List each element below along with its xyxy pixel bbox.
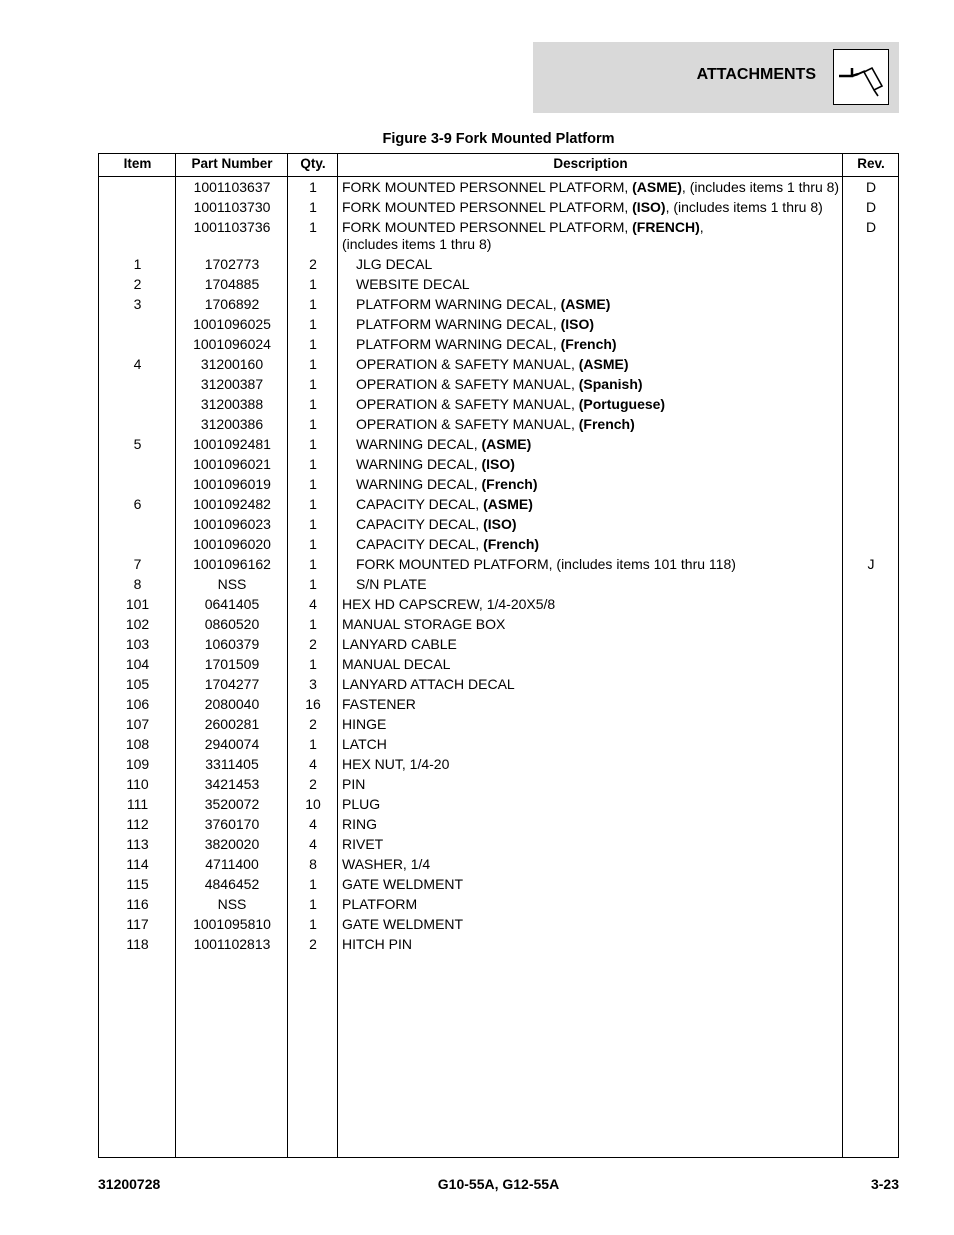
part-number: 1702773: [204, 255, 260, 272]
table-row: [99, 774, 898, 794]
part-number: 1704885: [204, 275, 260, 292]
quantity: 10: [305, 795, 321, 812]
table-row: [99, 654, 898, 674]
description: [356, 416, 840, 433]
description-text: S/N PLATE: [356, 575, 427, 592]
description-suffix: , (includes items 1 thru 8): [681, 178, 840, 195]
part-number: 1706892: [204, 295, 260, 312]
part-number: 1001092482: [193, 495, 271, 512]
part-number: 1001102813: [193, 935, 271, 952]
item-number: 6: [133, 495, 142, 512]
part-number: 1001096024: [193, 335, 271, 352]
quantity: 4: [309, 755, 317, 772]
description-variant: (ISO): [483, 515, 517, 532]
part-number: 4711400: [205, 855, 259, 872]
quantity: 1: [309, 655, 317, 672]
table-row: [99, 494, 898, 514]
description: [342, 776, 840, 793]
column-header-item: Item: [123, 156, 152, 171]
quantity: 1: [309, 915, 317, 932]
quantity: 4: [309, 835, 317, 852]
description-text: RING: [342, 815, 377, 832]
part-number: 1001096023: [193, 515, 271, 532]
description: [342, 756, 840, 773]
description-text: WEBSITE DECAL: [356, 275, 470, 292]
description-text: WARNING DECAL,: [356, 435, 482, 452]
description: [356, 436, 840, 453]
description-text: HEX HD CAPSCREW, 1/4-20X5/8: [342, 595, 556, 612]
description-text: PLATFORM WARNING DECAL,: [356, 335, 561, 352]
item-number: 116: [126, 895, 149, 912]
item-number: 105: [125, 675, 150, 692]
description: [356, 336, 840, 353]
description-variant: (French): [481, 475, 538, 492]
description-variant: (French): [483, 535, 540, 552]
part-number: 1701509: [204, 655, 260, 672]
item-number: 5: [133, 435, 142, 452]
quantity: 1: [309, 455, 317, 472]
quantity: 1: [309, 375, 317, 392]
table-row: [99, 434, 898, 454]
description-text: WARNING DECAL,: [356, 455, 482, 472]
description-text: PLATFORM WARNING DECAL,: [356, 295, 561, 312]
table-row: [99, 274, 898, 294]
item-number: 102: [125, 615, 150, 632]
table-row: [99, 754, 898, 774]
part-number: 2600281: [204, 715, 260, 732]
item-number: 106: [125, 695, 150, 712]
description: [342, 219, 840, 253]
table-row: [99, 217, 898, 254]
description-variant: (French): [578, 415, 635, 432]
description-text: PLATFORM: [342, 895, 418, 912]
description: [356, 536, 840, 553]
item-number: 118: [126, 935, 149, 952]
table-row: [99, 634, 898, 654]
table-row: [99, 934, 898, 954]
description-text: LATCH: [342, 735, 387, 752]
description-suffix: ,: [699, 218, 704, 235]
description-text: FASTENER: [342, 695, 416, 712]
table-row: [99, 554, 898, 574]
part-number: 0641405: [204, 595, 260, 612]
description-variant: (FRENCH): [632, 218, 700, 235]
table-row: [99, 414, 898, 434]
doc-number: 31200728: [98, 1176, 161, 1192]
quantity: 4: [309, 815, 317, 832]
table-row: [99, 814, 898, 834]
description: [342, 179, 840, 196]
part-number: 1001103736: [193, 218, 271, 235]
part-number: 0860520: [204, 615, 260, 632]
description-text: HEX NUT, 1/4-20: [342, 755, 450, 772]
quantity: 1: [309, 575, 317, 592]
item-number: 104: [125, 655, 150, 672]
description-variant: (ASME): [632, 178, 682, 195]
quantity: 3: [309, 675, 317, 692]
quantity: 1: [309, 395, 317, 412]
description: [356, 456, 840, 473]
quantity: 1: [309, 435, 317, 452]
description-text: WARNING DECAL,: [356, 475, 482, 492]
description: [342, 816, 840, 833]
description: [342, 936, 840, 953]
description: [356, 316, 840, 333]
description: [356, 396, 840, 413]
part-number: NSS: [217, 895, 247, 912]
description-text: MANUAL DECAL: [342, 655, 451, 672]
quantity: 1: [309, 555, 317, 572]
item-number: 112: [126, 815, 149, 832]
table-row: [99, 834, 898, 854]
section-title: ATTACHMENTS: [696, 66, 816, 83]
description: [356, 556, 840, 573]
quantity: 2: [309, 255, 317, 272]
table-row: [99, 514, 898, 534]
item-number: 3: [133, 295, 142, 312]
item-number: 4: [133, 355, 142, 372]
table-row: [99, 334, 898, 354]
table-header: [99, 154, 898, 177]
description-text: LANYARD ATTACH DECAL: [342, 675, 515, 692]
quantity: 1: [309, 895, 317, 912]
page-number: 3-23: [870, 1176, 899, 1192]
description: [342, 596, 840, 613]
part-number: 3520072: [204, 795, 260, 812]
item-number: 109: [125, 755, 150, 772]
part-number: 31200160: [200, 355, 264, 372]
item-number: 7: [133, 555, 142, 572]
table-row: [99, 794, 898, 814]
part-number: 3760170: [204, 815, 260, 832]
revision: D: [865, 198, 877, 215]
part-number: 2940074: [204, 735, 260, 752]
quantity: 1: [309, 315, 317, 332]
revision: J: [867, 555, 875, 572]
quantity: 2: [309, 635, 317, 652]
table-row: [99, 734, 898, 754]
part-number: 1001092481: [193, 435, 271, 452]
table-row: [99, 714, 898, 734]
item-number: 110: [126, 775, 149, 792]
item-number: 115: [126, 875, 149, 892]
table-row: [99, 374, 898, 394]
part-number: 3311405: [205, 755, 259, 772]
part-number: 3820020: [204, 835, 260, 852]
part-number: 2080040: [204, 695, 260, 712]
description: [356, 276, 840, 293]
description: [342, 676, 840, 693]
description-text: FORK MOUNTED PERSONNEL PLATFORM,: [342, 198, 633, 215]
description-text: OPERATION & SAFETY MANUAL,: [356, 415, 579, 432]
description-text: RIVET: [342, 835, 384, 852]
table-row: [99, 197, 898, 217]
table-row: [99, 614, 898, 634]
description-continuation: (includes items 1 thru 8): [342, 235, 492, 252]
description: [356, 296, 840, 313]
description-text: OPERATION & SAFETY MANUAL,: [356, 355, 579, 372]
table-row: [99, 454, 898, 474]
parts-table: [98, 153, 899, 1158]
item-number: 101: [125, 595, 150, 612]
description-variant: (ISO): [481, 455, 515, 472]
description-variant: (ISO): [560, 315, 595, 332]
quantity: 1: [309, 415, 317, 432]
description: [356, 476, 840, 493]
table-row: [99, 354, 898, 374]
part-number: 1704277: [204, 675, 260, 692]
item-number: 117: [126, 915, 149, 932]
item-number: 108: [125, 735, 150, 752]
quantity: 1: [309, 875, 317, 892]
table-row: [99, 294, 898, 314]
part-number: 1001096020: [193, 535, 271, 552]
part-number: 1001096019: [193, 475, 271, 492]
table-row: [99, 394, 898, 414]
table-row: [99, 254, 898, 274]
description-variant: (ASME): [578, 355, 629, 372]
description: [356, 356, 840, 373]
description-suffix: , (includes items 1 thru 8): [665, 198, 823, 215]
column-header-qty: Qty.: [300, 156, 326, 171]
item-number: 107: [125, 715, 150, 732]
part-number: 1001096025: [193, 315, 271, 332]
table-row: [99, 177, 898, 197]
description-text: CAPACITY DECAL,: [356, 515, 484, 532]
description-text: OPERATION & SAFETY MANUAL,: [356, 395, 579, 412]
quantity: 1: [309, 495, 317, 512]
quantity: 1: [309, 198, 317, 215]
quantity: 1: [309, 535, 317, 552]
table-row: [99, 694, 898, 714]
description: [356, 376, 840, 393]
quantity: 8: [309, 855, 317, 872]
table-row: [99, 914, 898, 934]
description: [356, 496, 840, 513]
description-variant: (ASME): [560, 295, 611, 312]
description-text: FORK MOUNTED PERSONNEL PLATFORM,: [342, 218, 633, 235]
description-text: PLUG: [342, 795, 381, 812]
table-row: [99, 574, 898, 594]
table-row: [99, 874, 898, 894]
part-number: 3421453: [204, 775, 260, 792]
quantity: 2: [309, 935, 317, 952]
description: [342, 199, 840, 216]
description: [356, 516, 840, 533]
description: [342, 716, 840, 733]
description-text: FORK MOUNTED PLATFORM, (includes items 101 thru 118): [356, 555, 736, 572]
description-text: GATE WELDMENT: [342, 875, 464, 892]
item-number: 1: [133, 255, 142, 272]
quantity: 16: [305, 695, 321, 712]
description: [356, 256, 840, 273]
description: [342, 796, 840, 813]
item-number: 111: [126, 795, 149, 812]
quantity: 1: [309, 275, 317, 292]
part-number: 1001103730: [193, 198, 271, 215]
quantity: 1: [309, 335, 317, 352]
description: [342, 896, 840, 913]
description-text: MANUAL STORAGE BOX: [342, 615, 506, 632]
quantity: 1: [309, 295, 317, 312]
fork-attachment-icon: [833, 49, 889, 105]
part-number: 1001096021: [193, 455, 271, 472]
description-text: HINGE: [342, 715, 387, 732]
description: [342, 696, 840, 713]
description-variant: (Portuguese): [578, 395, 666, 412]
description-text: PLATFORM WARNING DECAL,: [356, 315, 561, 332]
description: [342, 656, 840, 673]
item-number: 114: [126, 855, 149, 872]
table-row: [99, 674, 898, 694]
part-number: NSS: [217, 575, 247, 592]
description-text: LANYARD CABLE: [342, 635, 457, 652]
table-body: [99, 177, 898, 954]
description: [342, 836, 840, 853]
figure-title: Figure 3-9 Fork Mounted Platform: [382, 131, 615, 147]
quantity: 1: [309, 615, 317, 632]
description: [356, 576, 840, 593]
quantity: 1: [309, 355, 317, 372]
table-row: [99, 474, 898, 494]
column-header-description: Description: [553, 156, 628, 171]
table-row: [99, 594, 898, 614]
description-variant: (Spanish): [578, 375, 643, 392]
part-number: 1001095810: [193, 915, 271, 932]
part-number: 1001103637: [193, 178, 271, 195]
part-number: 4846452: [204, 875, 260, 892]
description-variant: (ISO): [632, 198, 666, 215]
quantity: 1: [309, 735, 317, 752]
description-text: JLG DECAL: [356, 255, 433, 272]
description-variant: (ASME): [483, 495, 533, 512]
description-text: CAPACITY DECAL,: [356, 495, 484, 512]
description: [342, 736, 840, 753]
description: [342, 876, 840, 893]
description-text: WASHER, 1/4: [342, 855, 431, 872]
description: [342, 636, 840, 653]
revision: D: [865, 178, 877, 195]
column-header-rev: Rev.: [857, 156, 885, 171]
description-text: FORK MOUNTED PERSONNEL PLATFORM,: [342, 178, 633, 195]
description-text: HITCH PIN: [342, 935, 412, 952]
quantity: 1: [309, 515, 317, 532]
item-number: 103: [125, 635, 150, 652]
quantity: 1: [309, 475, 317, 492]
section-header: [533, 42, 899, 113]
description: [342, 916, 840, 933]
description: [342, 856, 840, 873]
part-number: 1001096162: [193, 555, 271, 572]
table-row: [99, 314, 898, 334]
quantity: 1: [309, 178, 317, 195]
part-number: 31200386: [200, 415, 264, 432]
table-row: [99, 534, 898, 554]
quantity: 2: [309, 715, 317, 732]
quantity: 1: [309, 218, 317, 235]
quantity: 4: [309, 595, 317, 612]
column-header-part-number: Part Number: [191, 156, 273, 171]
description-variant: (French): [560, 335, 617, 352]
part-number: 1060379: [204, 635, 260, 652]
description-variant: (ASME): [481, 435, 532, 452]
model-numbers: G10-55A, G12-55A: [437, 1176, 560, 1192]
revision: D: [865, 218, 877, 235]
description: [342, 616, 840, 633]
part-number: 31200388: [200, 395, 264, 412]
description-text: CAPACITY DECAL,: [356, 535, 484, 552]
description-text: GATE WELDMENT: [342, 915, 464, 932]
item-number: 8: [133, 575, 142, 592]
item-number: 113: [126, 835, 149, 852]
part-number: 31200387: [200, 375, 264, 392]
description-text: PIN: [342, 775, 366, 792]
item-number: 2: [133, 275, 142, 292]
table-row: [99, 894, 898, 914]
description-text: OPERATION & SAFETY MANUAL,: [356, 375, 579, 392]
table-row: [99, 854, 898, 874]
quantity: 2: [309, 775, 317, 792]
